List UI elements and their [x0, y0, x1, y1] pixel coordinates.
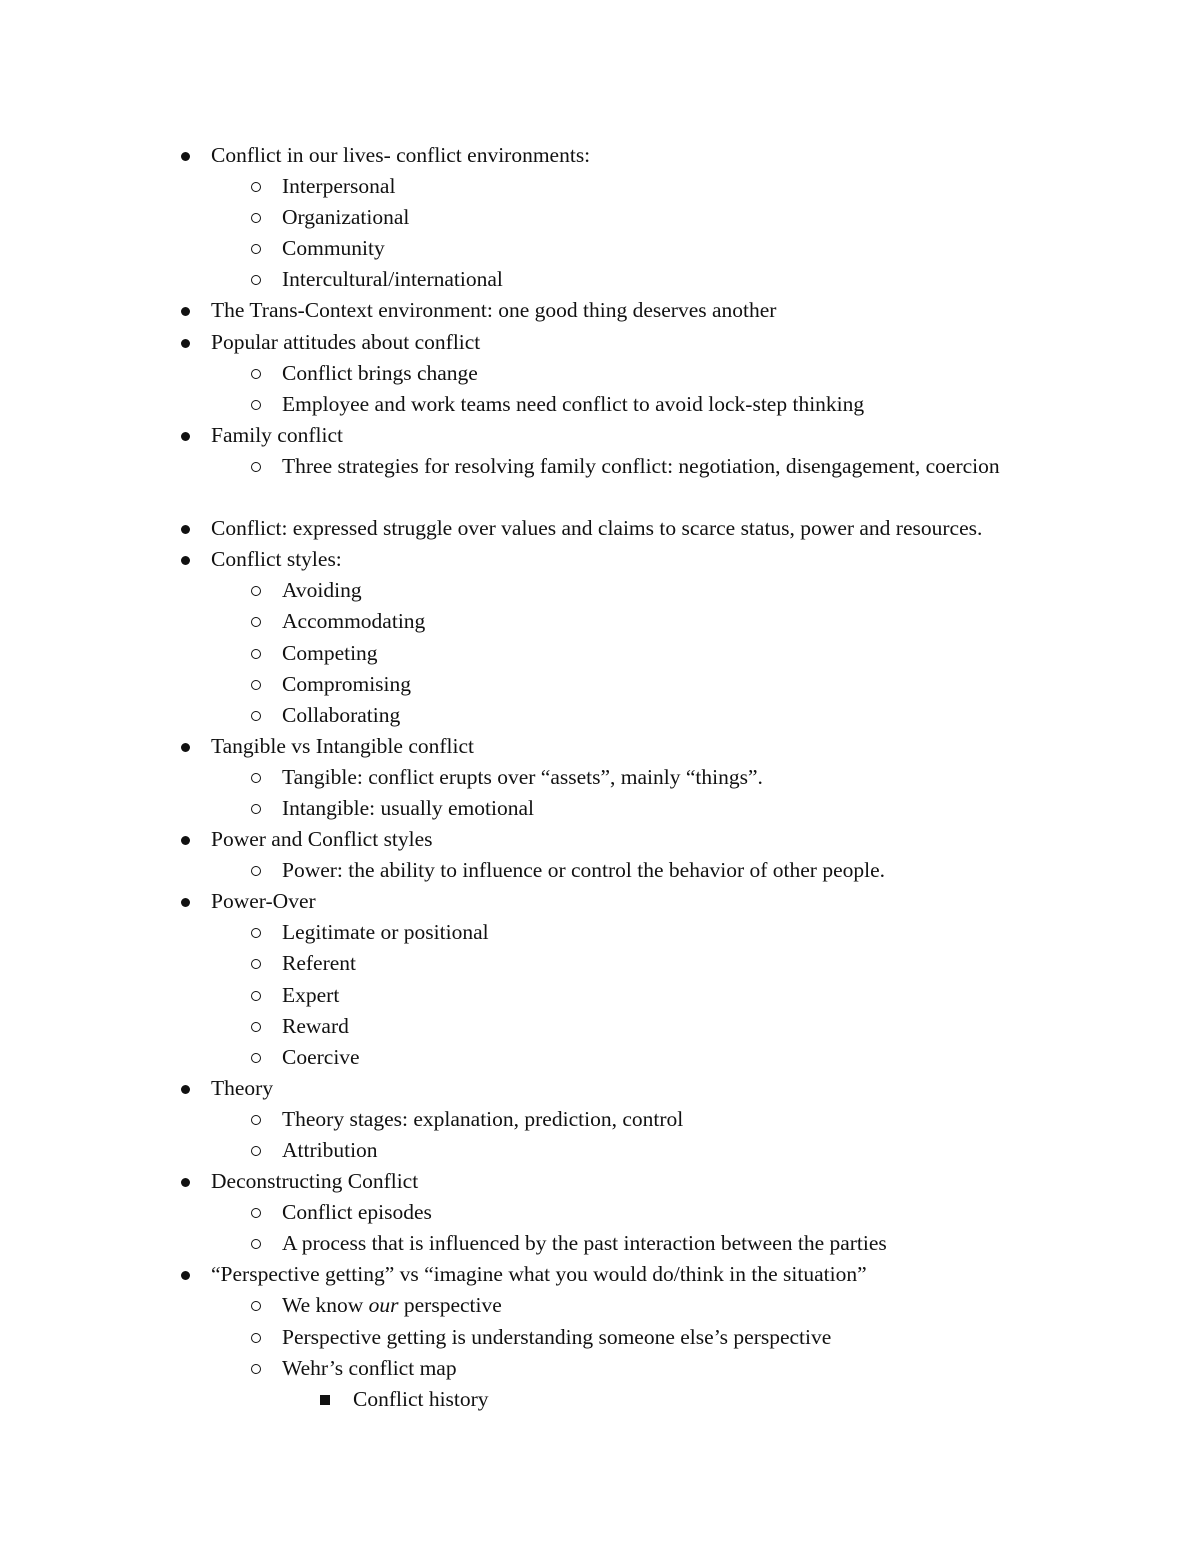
hollow-circle-bullet-icon — [248, 1135, 268, 1166]
hollow-circle-bullet-icon — [248, 171, 268, 202]
hollow-circle-bullet-icon — [248, 233, 268, 264]
list-item — [0, 140, 1200, 171]
list-item-text: Tangible: conflict erupts over “assets”, mainly “things”. — [282, 764, 763, 789]
hollow-circle-bullet-icon — [248, 980, 268, 1011]
hollow-circle-bullet-icon — [248, 1228, 268, 1259]
list-item — [0, 1073, 1200, 1104]
list-item — [0, 1166, 1200, 1197]
list-item-text: Collaborating — [282, 702, 401, 727]
list-item — [0, 638, 1200, 669]
list-item-text: Three strategies for resolving family conflict: negotiation, disengagement, coercion — [282, 453, 1000, 478]
filled-circle-bullet-icon — [177, 420, 197, 451]
list-item — [0, 1259, 1200, 1290]
list-item — [0, 513, 1200, 544]
filled-circle-bullet-icon — [177, 513, 197, 544]
list-item — [0, 1135, 1200, 1166]
list-item-text: Attribution — [282, 1138, 378, 1162]
list-item — [0, 793, 1200, 824]
list-item — [0, 917, 1200, 948]
hollow-circle-bullet-icon — [248, 1290, 268, 1321]
list-item — [0, 1011, 1200, 1042]
hollow-circle-bullet-icon — [248, 948, 268, 979]
list-item — [0, 358, 1200, 389]
list-item-text: Perspective getting is understanding someone else’s perspective — [282, 1324, 832, 1349]
text-run: We know — [282, 1293, 369, 1318]
list-item-text: Conflict brings change — [282, 360, 478, 385]
notes-outline — [0, 140, 1200, 1415]
list-item — [0, 762, 1200, 793]
list-item — [0, 233, 1200, 264]
filled-circle-bullet-icon — [177, 544, 197, 575]
hollow-circle-bullet-icon — [248, 575, 268, 606]
list-item-text: Coercive — [282, 1044, 360, 1069]
list-item-text: Expert — [282, 982, 340, 1007]
hollow-circle-bullet-icon — [248, 264, 268, 295]
list-item-text: Competing — [282, 640, 378, 665]
list-item-text: Power: the ability to influence or control the behavior of other people. — [282, 858, 886, 883]
list-item-text: Conflict episodes — [282, 1200, 432, 1225]
hollow-circle-bullet-icon — [248, 700, 268, 731]
filled-circle-bullet-icon — [177, 731, 197, 762]
list-item — [0, 1322, 1200, 1353]
hollow-circle-bullet-icon — [248, 855, 268, 886]
text-run: perspective — [398, 1293, 502, 1318]
filled-circle-bullet-icon — [177, 1166, 197, 1197]
list-item-text: Power-Over — [211, 889, 316, 914]
list-item — [0, 606, 1200, 637]
list-item — [0, 264, 1200, 295]
list-item-text: Conflict styles: — [211, 547, 342, 572]
list-item-text: The Trans-Context environment: one good thing deserves another — [211, 298, 777, 323]
list-item — [0, 855, 1200, 886]
list-item — [0, 202, 1200, 233]
list-item-text: Avoiding — [282, 578, 362, 603]
list-item-text: Conflict history — [353, 1386, 489, 1411]
hollow-circle-bullet-icon — [248, 389, 268, 420]
list-item-text: Accommodating — [282, 609, 426, 634]
list-item-text: Compromising — [282, 671, 412, 696]
hollow-circle-bullet-icon — [248, 451, 268, 482]
hollow-circle-bullet-icon — [248, 1322, 268, 1353]
list-item — [0, 1290, 1200, 1321]
filled-circle-bullet-icon — [177, 1259, 197, 1290]
list-item — [0, 1042, 1200, 1073]
hollow-circle-bullet-icon — [248, 793, 268, 824]
list-item-text: Popular attitudes about conflict — [211, 329, 481, 354]
list-item — [0, 700, 1200, 731]
hollow-circle-bullet-icon — [248, 917, 268, 948]
list-item — [0, 1228, 1200, 1259]
hollow-circle-bullet-icon — [248, 1353, 268, 1384]
hollow-circle-bullet-icon — [248, 606, 268, 637]
list-item — [0, 544, 1200, 575]
hollow-circle-bullet-icon — [248, 638, 268, 669]
list-item-text: Power and Conflict styles — [211, 827, 433, 852]
list-item-text: Interpersonal — [282, 174, 396, 199]
list-item — [0, 1104, 1200, 1135]
list-item — [0, 1384, 1200, 1415]
hollow-circle-bullet-icon — [248, 762, 268, 793]
hollow-circle-bullet-icon — [248, 1197, 268, 1228]
hollow-circle-bullet-icon — [248, 1042, 268, 1073]
list-item — [0, 886, 1200, 917]
list-item-text: Reward — [282, 1013, 349, 1038]
list-item — [0, 1353, 1200, 1384]
list-item — [0, 575, 1200, 606]
hollow-circle-bullet-icon — [248, 1011, 268, 1042]
emphasized-text: our — [368, 1293, 399, 1318]
hollow-circle-bullet-icon — [248, 669, 268, 700]
filled-circle-bullet-icon — [177, 295, 197, 326]
list-item-text: A process that is influenced by the past interaction between the parties — [282, 1231, 887, 1256]
filled-circle-bullet-icon — [177, 327, 197, 358]
list-item — [0, 389, 1200, 420]
list-item-text: “Perspective getting” vs “imagine what you would do/think in the situation” — [211, 1262, 867, 1287]
list-item — [0, 171, 1200, 202]
hollow-circle-bullet-icon — [248, 202, 268, 233]
filled-circle-bullet-icon — [177, 824, 197, 855]
list-item — [0, 327, 1200, 358]
hollow-circle-bullet-icon — [248, 358, 268, 389]
list-item-text: Conflict in our lives- conflict environments: — [211, 143, 591, 167]
list-item — [0, 1197, 1200, 1228]
list-item — [0, 451, 1200, 513]
list-item — [0, 980, 1200, 1011]
list-item-text: Intercultural/international — [282, 267, 503, 292]
list-item-text: Organizational — [282, 205, 410, 230]
filled-circle-bullet-icon — [177, 886, 197, 917]
list-item — [0, 295, 1200, 326]
hollow-circle-bullet-icon — [248, 1104, 268, 1135]
square-bullet-icon — [316, 1384, 336, 1415]
filled-circle-bullet-icon — [177, 1073, 197, 1104]
filled-circle-bullet-icon — [177, 140, 197, 171]
list-item — [0, 731, 1200, 762]
list-item — [0, 948, 1200, 979]
list-item-text: Theory stages: explanation, prediction, control — [282, 1106, 684, 1131]
list-item — [0, 420, 1200, 451]
list-item — [0, 824, 1200, 855]
list-item-text: Employee and work teams need conflict to avoid lock-step thinking — [282, 391, 865, 416]
list-item-text: Tangible vs Intangible conflict — [211, 733, 474, 758]
list-item-text: Deconstructing Conflict — [211, 1169, 419, 1194]
list-item-text: Referent — [282, 951, 357, 976]
list-item-text: Community — [282, 236, 385, 261]
list-item-text: Theory — [211, 1075, 274, 1100]
list-item-text: Wehr’s conflict map — [282, 1355, 457, 1380]
list-item-text: Legitimate or positional — [282, 920, 489, 945]
list-item-text: Family conflict — [211, 422, 343, 447]
list-item-text: Conflict: expressed struggle over values and claims to scarce status, power and resources. — [211, 516, 983, 541]
list-item-text: Intangible: usually emotional — [282, 795, 534, 820]
list-item-text — [282, 1290, 502, 1321]
list-item — [0, 669, 1200, 700]
